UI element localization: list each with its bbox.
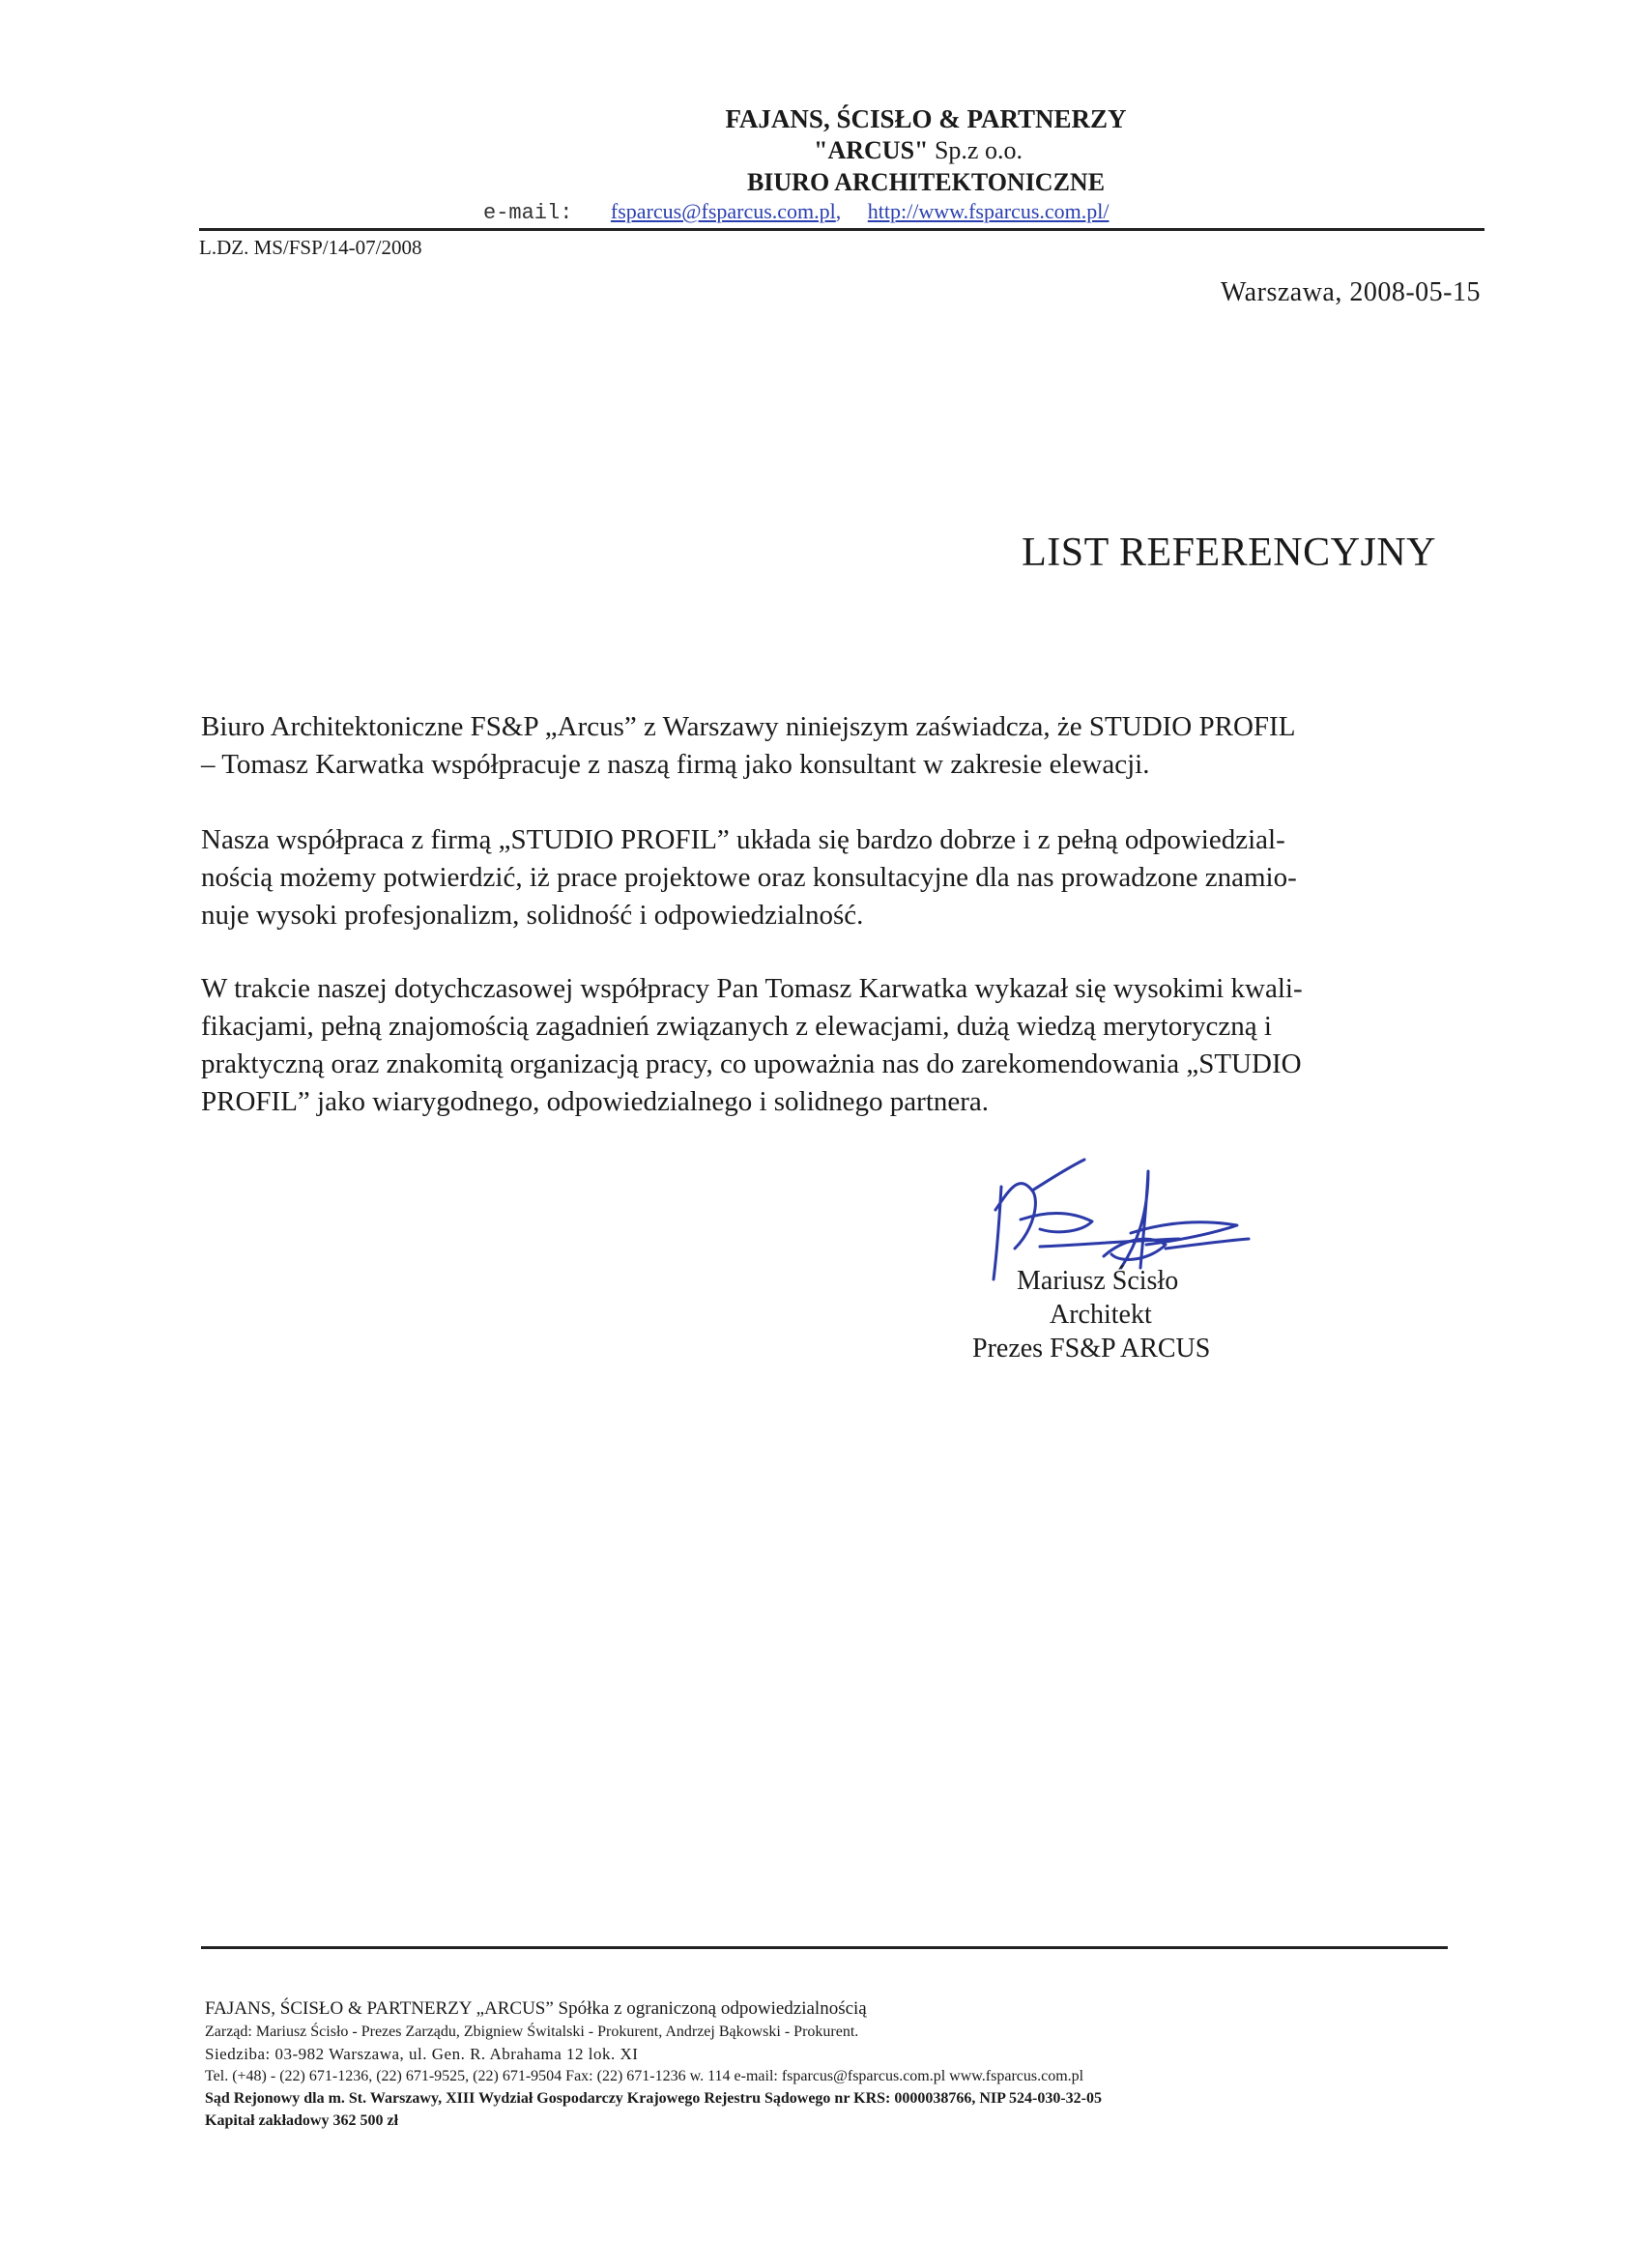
footer-company: FAJANS, ŚCISŁO & PARTNERZY „ARCUS” Spółka z ograniczoną odpowiedzialnością <box>205 1998 867 2019</box>
paragraph-line: nuje wysoki profesjonalizm, solidność i odpowiedzialność. <box>201 900 864 931</box>
paragraph-line: nością możemy potwierdzić, iż prace projektowe oraz konsultacyjne dla nas prowadzone znamio- <box>201 862 1297 893</box>
paragraph-line: Biuro Architektoniczne FS&P „Arcus” z Warszawy niniejszym zaświadcza, że STUDIO PROFIL <box>201 711 1296 742</box>
company-form: Sp.z o.o. <box>934 136 1023 164</box>
footer-address: Siedziba: 03-982 Warszawa, ul. Gen. R. Abrahama 12 lok. XI <box>205 2045 639 2063</box>
email-label: e-mail: <box>483 201 573 225</box>
paragraph-line: praktyczną oraz znakomitą organizacją pracy, co upoważnia nas do zarekomendowania „STUDIO <box>201 1048 1302 1079</box>
website-link[interactable]: http://www.fsparcus.com.pl/ <box>867 199 1110 223</box>
paragraph-line: W trakcie naszej dotychczasowej współpracy Pan Tomasz Karwatka wykazał się wysokimi kwali- <box>201 973 1303 1004</box>
reference-number: L.DZ. MS/FSP/14-07/2008 <box>199 236 422 259</box>
footer-registry: Sąd Rejonowy dla m. St. Warszawy, XIII Wydział Gospodarczy Krajowego Rejestru Sądowego nr KRS: 0000038766, NIP 524-030-32-05 <box>205 2090 1103 2107</box>
paragraph-line: Nasza współpraca z firmą „STUDIO PROFIL” układa się bardzo dobrze i z pełną odpowiedzial- <box>201 824 1285 855</box>
footer-rule <box>201 1946 1448 1949</box>
header-rule <box>199 228 1484 231</box>
footer-capital: Kapitał zakładowy 362 500 zł <box>205 2112 399 2129</box>
email-separator: , <box>835 199 842 223</box>
office-name: BIURO ARCHITEKTONICZNE <box>746 168 1106 196</box>
document-title: LIST REFERENCYJNY <box>1022 531 1436 575</box>
company-arcus-line <box>97 136 1643 165</box>
date-line: Warszawa, 2008-05-15 <box>1221 277 1481 307</box>
footer-board: Zarząd: Mariusz Ścisło - Prezes Zarządu, Zbigniew Świtalski - Prokurent, Andrzej Bąkowski - Prokurent. <box>205 2024 859 2040</box>
paragraph-1 <box>201 708 1477 784</box>
paragraph-line: – Tomasz Karwatka współpracuje z naszą firmą jako konsultant w zakresie elewacji. <box>201 749 1150 780</box>
footer-contact: Tel. (+48) - (22) 671-1236, (22) 671-9525, (22) 671-9504 Fax: (22) 671-1236 w. 114 e-mail: fsparcus@fsparcus.com.pl www.fsparcus.com.pl <box>205 2068 1084 2084</box>
company-arcus: "ARCUS" <box>814 136 929 164</box>
contact-line <box>483 199 1109 225</box>
signer-name: Mariusz Ścisło <box>1017 1266 1179 1296</box>
paragraph-2 <box>201 821 1477 934</box>
paragraph-line: PROFIL” jako wiarygodnego, odpowiedzialnego i solidnego partnera. <box>201 1086 990 1117</box>
email-link[interactable]: fsparcus@fsparcus.com.pl <box>610 199 836 223</box>
signer-role: Architekt <box>1050 1300 1152 1330</box>
paragraph-3 <box>201 970 1477 1121</box>
signer-title: Prezes FS&P ARCUS <box>972 1334 1211 1364</box>
paragraph-line: fikacjami, pełną znajomością zagadnień związanych z elewacjami, dużą wiedzą merytoryczną i <box>201 1011 1272 1042</box>
company-name: FAJANS, ŚCISŁO & PARTNERZY <box>725 104 1127 133</box>
